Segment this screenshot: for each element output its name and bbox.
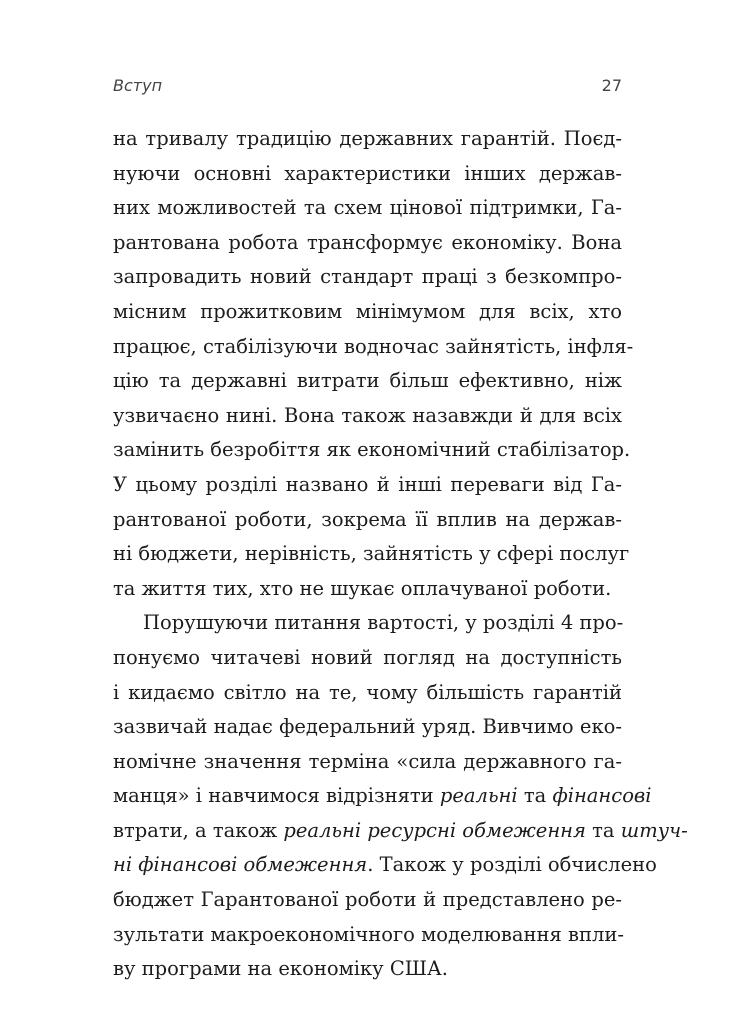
emphasis-text: фінансові [552,784,652,808]
text-line [113,952,622,987]
text-line [113,606,622,641]
text-line [113,157,622,192]
text-segment: місним прожитковим мінімумом для всіх, хто [113,299,622,323]
text-segment: та [517,784,553,808]
text-segment: та [585,818,621,842]
text-line [113,883,622,918]
emphasis-text: штуч- [620,818,688,842]
text-segment: на тривалу традицію державних гарантій. Поєд- [113,127,622,150]
text-line [113,399,622,434]
text-line [113,814,688,849]
running-header [113,76,622,95]
text-line [113,537,630,572]
text-segment: ву програми на економіку США. [113,957,448,981]
text-segment: зазвичай надає федеральний уряд. Вивчимо еко- [113,715,622,739]
text-segment: номічне значення терміна «сила державного га- [113,749,622,773]
text-segment: бюджет Гарантованої роботи й представлено ре- [113,888,622,912]
text-line [113,330,634,365]
text-line [113,848,657,883]
text-segment: них можливостей та схем цінової підтримки, Га- [113,196,622,220]
text-line [113,503,622,538]
text-line [113,122,622,157]
emphasis-text: реальні ресурсні обмеження [283,818,586,842]
text-segment: рантованої роботи, зокрема її вплив на держав- [113,507,622,531]
text-segment: ні бюджети, нерівність, зайнятість у сфері послуг [113,542,630,566]
text-line [113,710,622,745]
text-segment: понуємо читачеві новий погляд на доступність [113,645,622,669]
text-segment: та життя тих, хто не шукає оплачуваної роботи. [113,576,612,600]
paragraph [113,122,634,606]
text-line [113,226,622,261]
paragraph [113,606,688,987]
text-line [113,918,622,953]
text-line [113,745,622,780]
text-segment: зультати макроекономічного моделювання впли- [113,922,624,946]
text-line [113,433,631,468]
text-segment: узвичаєно нині. Вона також назавжди й для всіх [113,403,622,427]
text-segment: втрати, а також [113,818,284,842]
text-segment: цію та державні витрати більш ефективно, ніж [113,369,622,393]
text-segment: манця» і навчимося відрізняти [113,784,440,808]
text-line [113,572,622,607]
text-segment: рантована робота трансформує економіку. Вона [113,230,622,254]
text-segment: . Також у розділі обчислено [367,853,657,877]
emphasis-text: реальні [439,784,518,808]
page-number: 27 [601,76,622,95]
text-segment: замінить безробіття як економічний стабілізатор. [113,438,631,462]
text-segment: нуючи основні характеристики інших держав- [113,161,622,185]
text-line [113,191,622,226]
emphasis-text: ні фінансові обмеження [113,853,368,877]
text-segment: і кидаємо світло на те, чому більшість гарантій [113,680,622,704]
section-title: Вступ [113,76,163,95]
body-text [113,122,688,987]
text-line [113,779,652,814]
text-line [113,641,622,676]
text-line [113,468,622,503]
text-segment: У цьому розділі названо й інші переваги від Га- [113,472,622,496]
text-line [113,260,622,295]
text-segment: працює, стабілізуючи водночас зайнятість, інфля- [113,334,634,358]
text-segment: Порушуючи питання вартості, у розділі 4 про- [143,611,624,635]
text-segment: запровадить новий стандарт праці з безкомпро- [113,265,622,289]
text-line [113,295,622,330]
text-line [113,364,622,399]
text-line [113,676,622,711]
